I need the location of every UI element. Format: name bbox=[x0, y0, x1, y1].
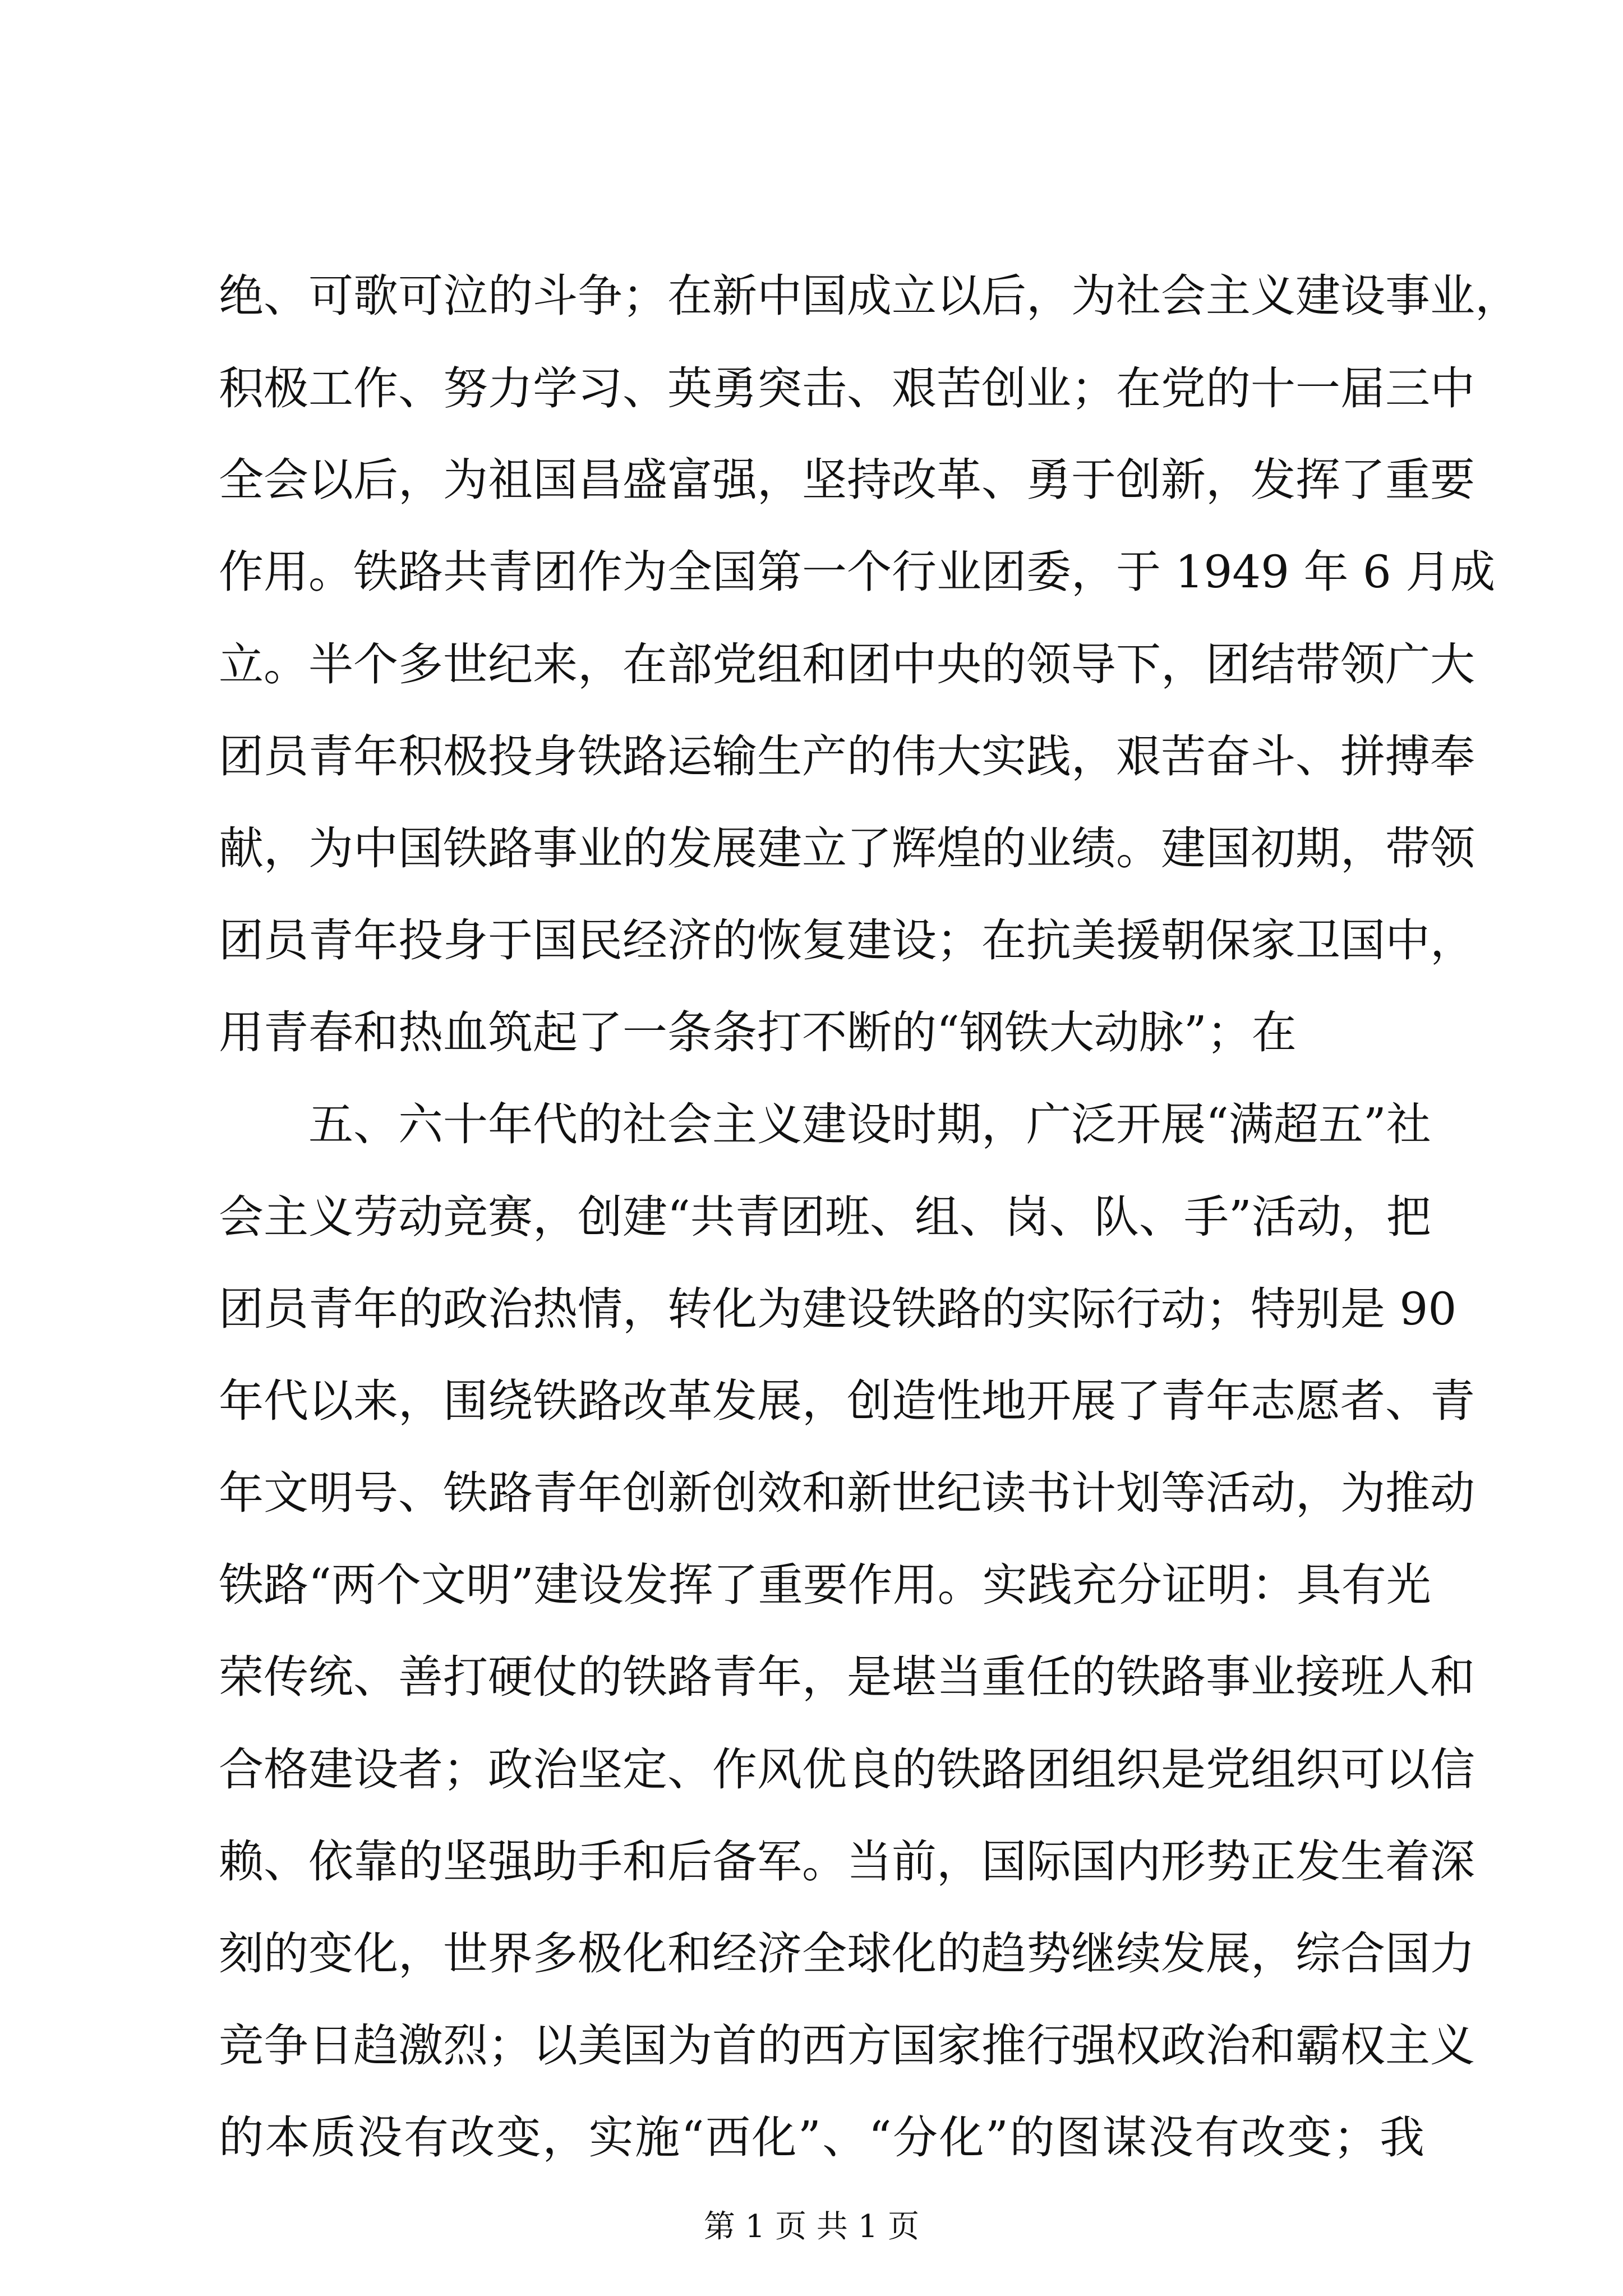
text-line: 会主义劳动竞赛，创建“共青团班、组、岗、队、手”活动，把 bbox=[219, 1191, 1431, 1243]
text-line: 全会以后，为祖国昌盛富强，坚持改革、勇于创新，发挥了重要 bbox=[219, 454, 1475, 506]
text-line: 团员青年积极投身铁路运输生产的伟大实践，艰苦奋斗、拼搏奉 bbox=[219, 730, 1475, 783]
text-line: 献，为中国铁路事业的发展建立了辉煌的业绩。建国初期，带领 bbox=[219, 822, 1475, 875]
page-number-footer: 第 1 页 共 1 页 bbox=[703, 2208, 920, 2245]
text-line: 作用。铁路共青团作为全国第一个行业团委，于 1949 年 6 月成 bbox=[219, 546, 1496, 598]
text-line: 荣传统、善打硬仗的铁路青年，是堪当重任的铁路事业接班人和 bbox=[219, 1651, 1475, 1703]
text-line: 铁路“两个文明”建设发挥了重要作用。实践充分证明：具有光 bbox=[219, 1559, 1431, 1611]
text-line: 年代以来，围绕铁路改革发展，创造性地开展了青年志愿者、青 bbox=[219, 1375, 1475, 1427]
text-line: 赖、依靠的坚强助手和后备军。当前，国际国内形势正发生着深 bbox=[219, 1835, 1475, 1888]
text-line: 绝、可歌可泣的斗争；在新中国成立以后，为社会主义建设事业， bbox=[219, 270, 1520, 322]
text-line: 的本质没有改变，实施“西化”、“分化”的图谋没有改变；我 bbox=[219, 2111, 1424, 2164]
text-line: 立。半个多世纪来，在部党组和团中央的领导下，团结带领广大 bbox=[219, 638, 1475, 691]
text-line: 竞争日趋激烈；以美国为首的西方国家推行强权政治和霸权主义 bbox=[219, 2019, 1475, 2072]
text-line: 用青春和热血筑起了一条条打不断的“钢铁大动脉”；在 bbox=[219, 1006, 1297, 1059]
text-line: 合格建设者；政治坚定、作风优良的铁路团组织是党组织可以信 bbox=[219, 1743, 1475, 1796]
text-line: 团员青年的政治热情，转化为建设铁路的实际行动；特别是 90 bbox=[219, 1283, 1457, 1335]
text-line: 积极工作、努力学习、英勇突击、艰苦创业；在党的十一届三中 bbox=[219, 362, 1475, 415]
paragraph-first-line: 五、六十年代的社会主义建设时期，广泛开展“满超五”社 bbox=[308, 1098, 1431, 1151]
text-line: 团员青年投身于国民经济的恢复建设；在抗美援朝保家卫国中， bbox=[219, 914, 1475, 967]
text-line: 刻的变化，世界多极化和经济全球化的趋势继续发展，综合国力 bbox=[219, 1927, 1475, 1980]
text-line: 年文明号、铁路青年创新创效和新世纪读书计划等活动，为推动 bbox=[219, 1467, 1475, 1519]
